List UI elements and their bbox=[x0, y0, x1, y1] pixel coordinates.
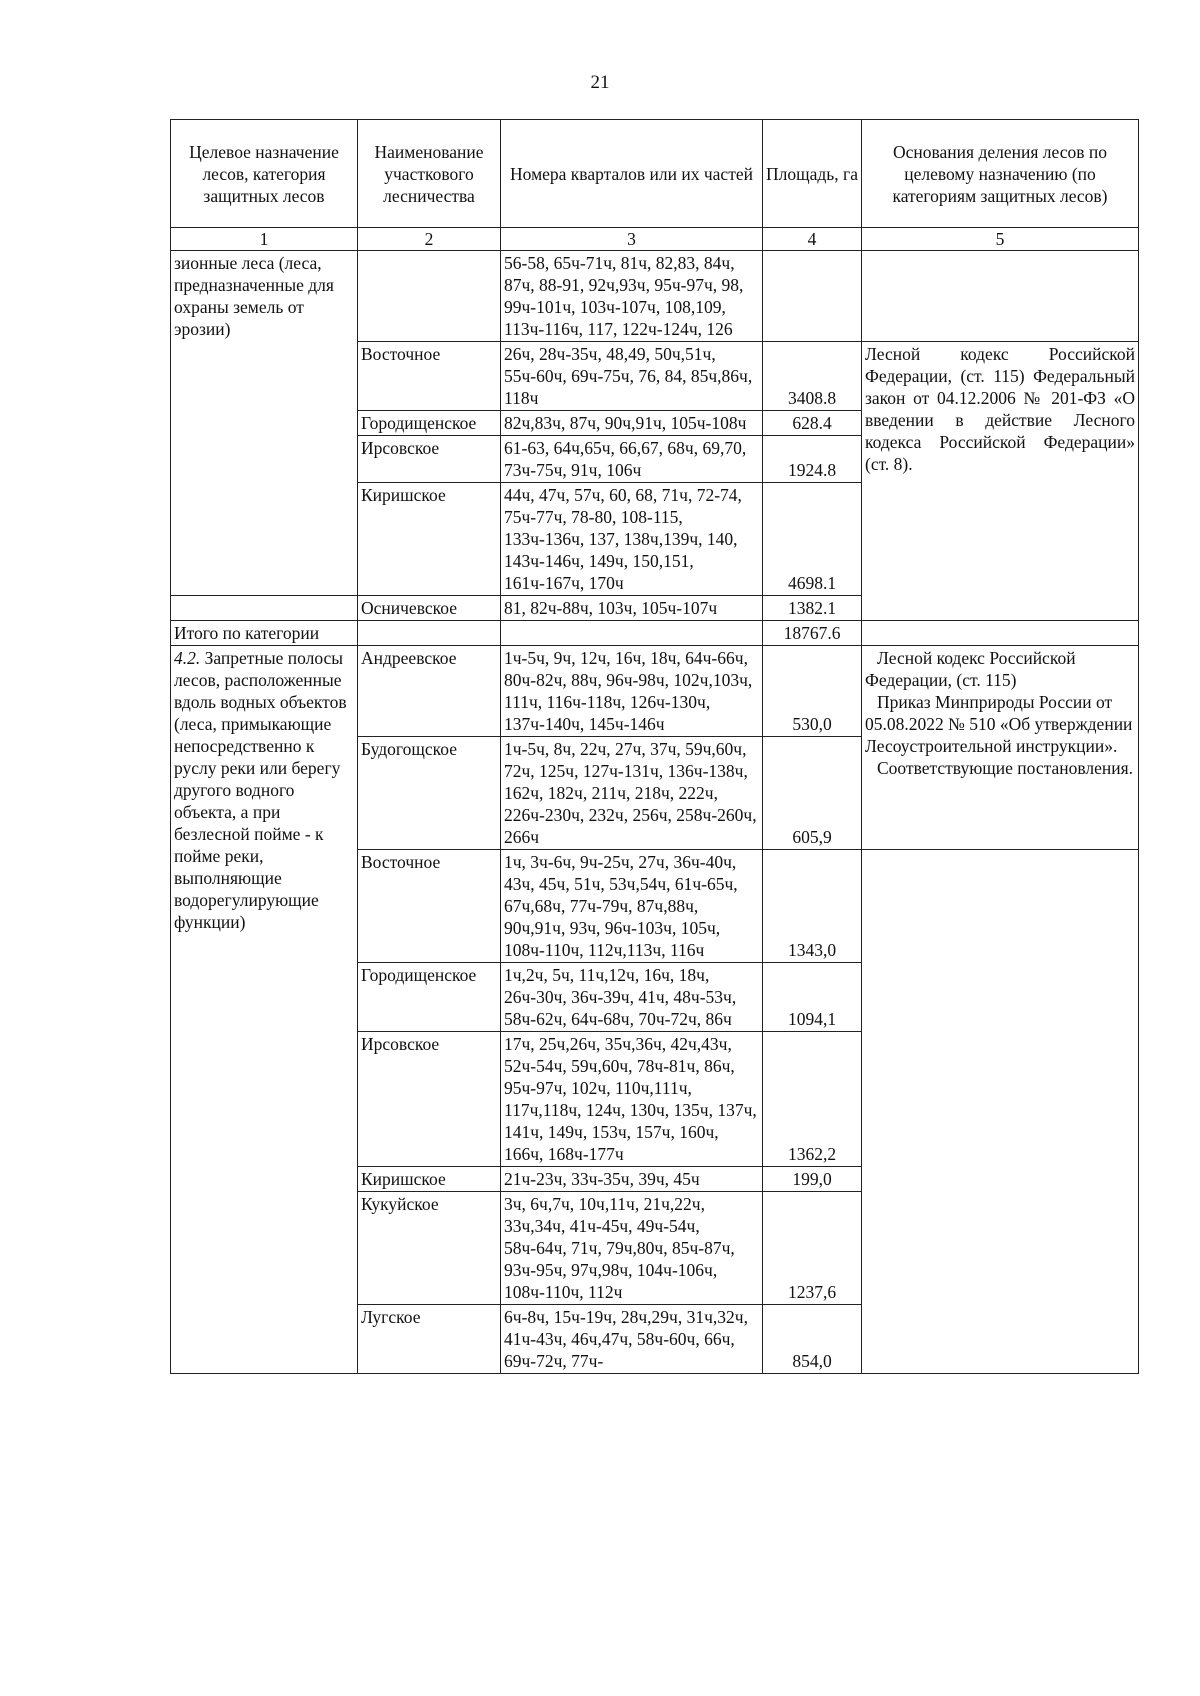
empty-cell bbox=[501, 621, 763, 646]
page-number: 21 bbox=[590, 72, 610, 93]
col-number: 1 bbox=[171, 228, 358, 251]
forestry-name: Городищенское bbox=[358, 411, 501, 436]
quarters-cell: 44ч, 47ч, 57ч, 60, 68, 71ч, 72-74, 75ч-77ч, 78-80, 108-115, 133ч-136ч, 137, 138ч,139ч, 140, 143ч-146ч, 149ч, 150,151, 161ч-167ч, 170ч bbox=[501, 483, 763, 596]
basis-cell: Лесной кодекс Российской Федерации, (ст. 115) Федеральный закон от 04.12.2006 № 201-ФЗ «О введении в действие Лесного кодекса Российской Федерации» (ст. 8). bbox=[862, 342, 1139, 621]
quarters-cell: 26ч, 28ч-35ч, 48,49, 50ч,51ч, 55ч-60ч, 69ч-75ч, 76, 84, 85ч,86ч, 118ч bbox=[501, 342, 763, 411]
area-cell: 1924.8 bbox=[763, 436, 862, 483]
forestry-name: Киришское bbox=[358, 1167, 501, 1192]
basis-cell bbox=[862, 646, 1139, 850]
col-number: 3 bbox=[501, 228, 763, 251]
basis-cell-empty bbox=[862, 850, 1139, 1374]
forestry-name: Восточное bbox=[358, 342, 501, 411]
area-cell: 530,0 bbox=[763, 646, 862, 737]
empty-cell bbox=[862, 621, 1139, 646]
forestry-name: Киришское bbox=[358, 483, 501, 596]
forestry-name: Ирсовское bbox=[358, 1032, 501, 1167]
forestry-name: Ирсовское bbox=[358, 436, 501, 483]
area-cell: 854,0 bbox=[763, 1305, 862, 1374]
quarters-cell: 3ч, 6ч,7ч, 10ч,11ч, 21ч,22ч, 33ч,34ч, 41ч-45ч, 49ч-54ч, 58ч-64ч, 71ч, 79ч,80ч, 85ч-87ч, 93ч-95ч, 97ч,98ч, 104ч-106ч, 108ч-110ч, 112ч bbox=[501, 1192, 763, 1305]
quarters-cell: 1ч, 3ч-6ч, 9ч-25ч, 27ч, 36ч-40ч, 43ч, 45ч, 51ч, 53ч,54ч, 61ч-65ч, 67ч,68ч, 77ч-79ч, 87ч,88ч, 90ч,91ч, 93ч, 96ч-103ч, 105ч, 108ч-110ч, 112ч,113ч, 116ч bbox=[501, 850, 763, 963]
area-cell: 1343,0 bbox=[763, 850, 862, 963]
quarters-cell: 1ч,2ч, 5ч, 11ч,12ч, 16ч, 18ч, 26ч-30ч, 36ч-39ч, 41ч, 48ч-53ч, 58ч-62ч, 64ч-68ч, 70ч-72ч, 86ч bbox=[501, 963, 763, 1032]
quarters-cell: 1ч-5ч, 8ч, 22ч, 27ч, 37ч, 59ч,60ч, 72ч, 125ч, 127ч-131ч, 136ч-138ч, 162ч, 182ч, 211ч, 218ч, 222ч, 226ч-230ч, 232ч, 256ч, 258ч-260ч, 266ч bbox=[501, 737, 763, 850]
table-row bbox=[171, 251, 1139, 342]
area-cell: 199,0 bbox=[763, 1167, 862, 1192]
forestry-name bbox=[358, 251, 501, 342]
basis-line: Приказ Минприроды России от 05.08.2022 № 510 «Об утверждении Лесоустроительной инструкции». bbox=[865, 692, 1133, 756]
col-number: 4 bbox=[763, 228, 862, 251]
category-cell bbox=[171, 646, 358, 1374]
category-number: 4.2. bbox=[174, 648, 201, 668]
quarters-cell: 17ч, 25ч,26ч, 35ч,36ч, 42ч,43ч, 52ч-54ч, 59ч,60ч, 78ч-81ч, 86ч, 95ч-97ч, 102ч, 110ч,111ч, 117ч,118ч, 124ч, 130ч, 135ч, 137ч, 141ч, 149ч, 153ч, 157ч, 160ч, 166ч, 168ч-177ч bbox=[501, 1032, 763, 1167]
quarters-cell: 82ч,83ч, 87ч, 90ч,91ч, 105ч-108ч bbox=[501, 411, 763, 436]
area-cell: 605,9 bbox=[763, 737, 862, 850]
total-label: Итого по категории bbox=[171, 621, 358, 646]
category-cell-empty bbox=[171, 596, 358, 621]
basis-cell-empty bbox=[862, 251, 1139, 342]
quarters-cell: 56-58, 65ч-71ч, 81ч, 82,83, 84ч, 87ч, 88-91, 92ч,93ч, 95ч-97ч, 98, 99ч-101ч, 103ч-107ч, 108,109, 113ч-116ч, 117, 122ч-124ч, 126 bbox=[501, 251, 763, 342]
category-text: Запретные полосы лесов, расположенные вдоль водных объектов (леса, примыкающие непосредственно к руслу реки или берегу другого водного объекта, а при безлесной пойме - к пойме реки, выполняющие водорегулирующие функции) bbox=[174, 648, 347, 932]
quarters-cell: 81, 82ч-88ч, 103ч, 105ч-107ч bbox=[501, 596, 763, 621]
forestry-name: Восточное bbox=[358, 850, 501, 963]
quarters-cell: 61-63, 64ч,65ч, 66,67, 68ч, 69,70, 73ч-75ч, 91ч, 106ч bbox=[501, 436, 763, 483]
header-forestry-name: Наименование участкового лесничества bbox=[358, 120, 501, 228]
header-area: Площадь, га bbox=[763, 120, 862, 228]
quarters-cell: 1ч-5ч, 9ч, 12ч, 16ч, 18ч, 64ч-66ч, 80ч-82ч, 88ч, 96ч-98ч, 102ч,103ч, 111ч, 116ч-118ч, 126ч-130ч, 137ч-140ч, 145ч-146ч bbox=[501, 646, 763, 737]
area-cell: 1094,1 bbox=[763, 963, 862, 1032]
header-category: Целевое назначение лесов, категория защитных лесов bbox=[171, 120, 358, 228]
header-basis: Основания деления лесов по целевому назначению (по категориям защитных лесов) bbox=[862, 120, 1139, 228]
header-quarters: Номера кварталов или их частей bbox=[501, 120, 763, 228]
empty-cell bbox=[358, 621, 501, 646]
basis-line: Лесной кодекс Российской Федерации, (ст. 115) bbox=[865, 648, 1076, 690]
category-cell: зионные леса (леса, предназначенные для охраны земель от эрозии) bbox=[171, 251, 358, 596]
forestry-name: Кукуйское bbox=[358, 1192, 501, 1305]
column-number-row bbox=[171, 228, 1139, 251]
forestry-name: Лугское bbox=[358, 1305, 501, 1374]
area-cell: 3408.8 bbox=[763, 342, 862, 411]
area-cell: 1362,2 bbox=[763, 1032, 862, 1167]
col-number: 5 bbox=[862, 228, 1139, 251]
header-row bbox=[171, 120, 1139, 228]
forest-table bbox=[170, 119, 1139, 1374]
forestry-name: Андреевское bbox=[358, 646, 501, 737]
total-area: 18767.6 bbox=[763, 621, 862, 646]
area-cell: 4698.1 bbox=[763, 483, 862, 596]
basis-line: Соответствующие постановления. bbox=[877, 758, 1134, 778]
total-row bbox=[171, 621, 1139, 646]
col-number: 2 bbox=[358, 228, 501, 251]
area-cell: 1382.1 bbox=[763, 596, 862, 621]
quarters-cell: 21ч-23ч, 33ч-35ч, 39ч, 45ч bbox=[501, 1167, 763, 1192]
forestry-name: Будогощское bbox=[358, 737, 501, 850]
forestry-name: Осничевское bbox=[358, 596, 501, 621]
table-row bbox=[171, 646, 1139, 737]
area-cell bbox=[763, 251, 862, 342]
area-cell: 1237,6 bbox=[763, 1192, 862, 1305]
forestry-name: Городищенское bbox=[358, 963, 501, 1032]
area-cell: 628.4 bbox=[763, 411, 862, 436]
quarters-cell: 6ч-8ч, 15ч-19ч, 28ч,29ч, 31ч,32ч, 41ч-43ч, 46ч,47ч, 58ч-60ч, 66ч, 69ч-72ч, 77ч- bbox=[501, 1305, 763, 1374]
